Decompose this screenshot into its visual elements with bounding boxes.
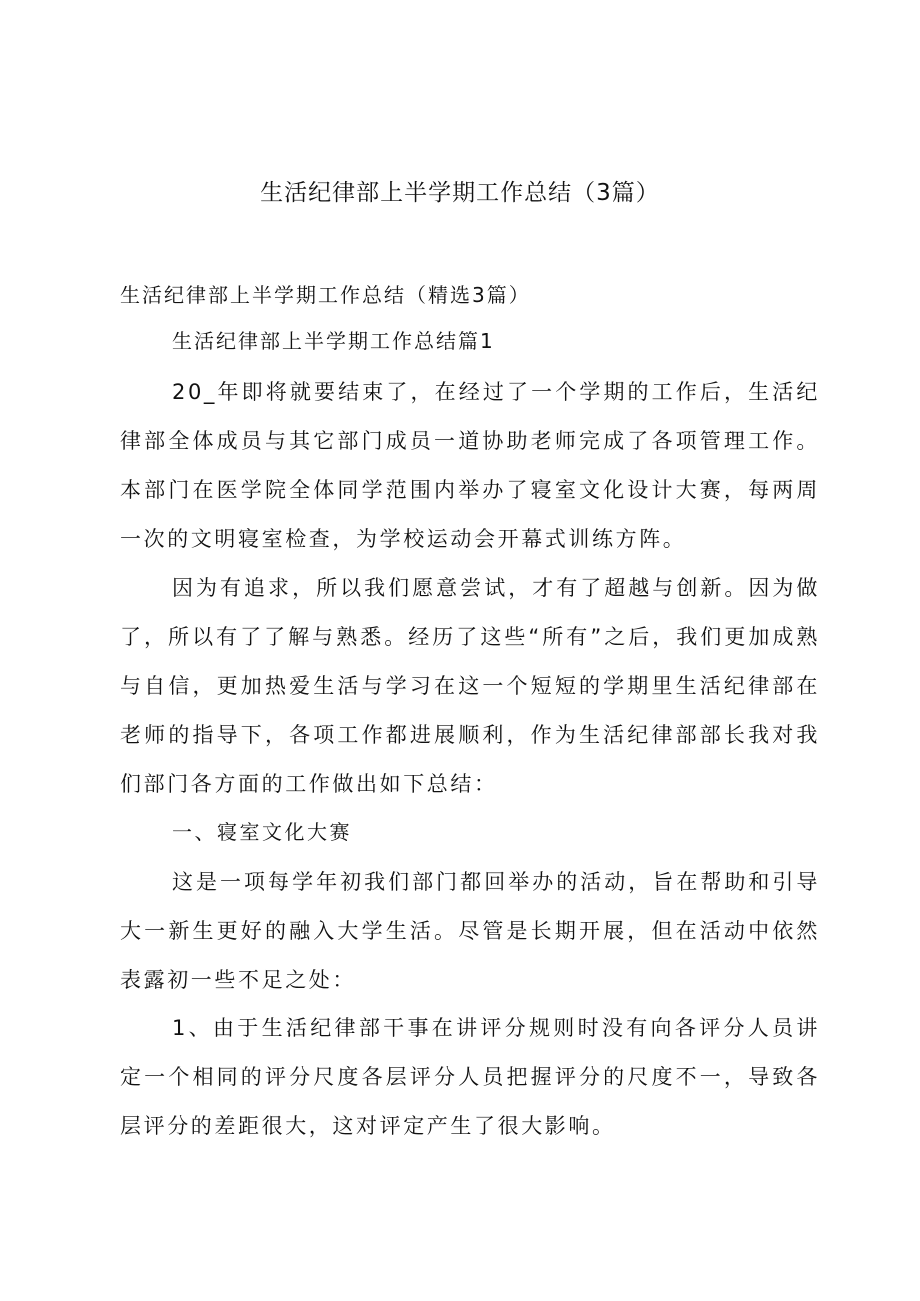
heading-dorm-culture-contest: 一、寝室文化大赛 <box>172 820 352 844</box>
section-heading: 生活纪律部上半学期工作总结篇1 <box>172 329 495 353</box>
document-subtitle: 生活纪律部上半学期工作总结（精选3篇） <box>120 283 531 307</box>
document-title: 生活纪律部上半学期工作总结（3篇） <box>260 180 660 206</box>
paragraph-contest-description: 这是一项每学年初我们部门都回举办的活动，旨在帮助和引导大一新生更好的融入大学生活。尽管是长期开展，但在活动中依然表露初一些不足之处： <box>120 870 820 992</box>
paragraph-intro: 20_年即将就要结束了，在经过了一个学期的工作后，生活纪律部全体成员与其它部门成员一道协助老师完成了各项管理工作。本部门在医学院全体同学范围内举办了寝室文化设计大赛，每两周一次的文明寝室检查，为学校运动会开幕式训练方阵。 <box>120 380 820 551</box>
paragraph-issue-1: 1、由于生活纪律部干事在讲评分规则时没有向各评分人员讲定一个相同的评分尺度各层评分人员把握评分的尺度不一，导致各层评分的差距很大，这对评定产生了很大影响。 <box>120 1016 820 1138</box>
paragraph-summary: 因为有追求，所以我们愿意尝试，才有了超越与创新。因为做了，所以有了了解与熟悉。经历了这些“所有”之后，我们更加成熟与自信，更加热爱生活与学习在这一个短短的学期里生活纪律部在老师的指导下，各项工作都进展顺利，作为生活纪律部部长我对我们部门各方面的工作做出如下总结： <box>120 576 820 796</box>
